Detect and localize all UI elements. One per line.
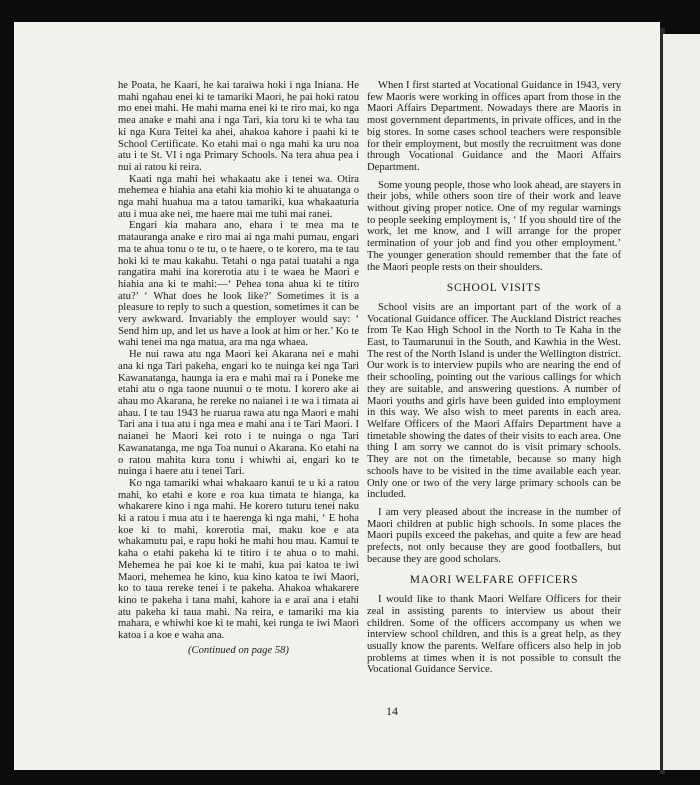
- facing-page-edge: [663, 34, 700, 770]
- paragraph: I would like to thank Maori Welfare Officers for their zeal in assisting parents to interview us about their children. Some of the officers accompany us when we interview school children, and this is a great help, as they usually know the parents. Welfare officers also help in job problems at times when it is not possible to consult the Vocational Guidance Service.: [367, 594, 621, 676]
- paragraph: I am very pleased about the increase in the number of Maori children at public high schools. In some places the Maori pupils exceed the pakehas, and quite a few are head prefects, not only because they are good footballers, but because they are good scholars.: [367, 506, 621, 565]
- paragraph: Ko nga tamariki whai whakaaro kanui te u ki a ratou mahi, ko etahi e kore e roa kua timata te hianga, ka whakarere kino i nga mahi. He korero tuturu tenei naku ki a ratou i mua atu i te haerenga ki nga mahi, ‘ E hoha koe ki to mahi, korerotia mai, maku koe e ata whakamutu pai, e rapu hoki he mahi hou mau. Kamui te kaha o etahi pakeha ki te titiro i te ahua o to mahi. Mehemea he pai koe ki te mahi, kua pai katoa te iwi Maori, mehemea he kino, kua kino katoa te iwi Maori, ko to taua rereke tenei i te pakeha. Ahakoa whakarere kino te pakeha i tana mahi, kahore ia e arai ana i etahi atu pakeha ki taua mahi. Na reira, e tamariki ma kia mahara, e whiwhi koe ki te mahi, kei runga te iwi Maori katoa i a koe e waha ana.: [118, 477, 359, 642]
- section-heading-school-visits: SCHOOL VISITS: [446, 282, 542, 295]
- section-heading-welfare-officers: MAORI WELFARE OFFICERS: [409, 574, 579, 587]
- paragraph: Kaati nga mahi hei whakaatu ake i tenei wa. Otira mehemea e hiahia ana etahi kia mohio ki te ahuatanga o nga mahi huahua ma a tatou tamariki, kua whakaaturia atu i mua ake nei, me haere mai me tuhi mai ranei.: [118, 173, 359, 220]
- right-column: [367, 80, 621, 676]
- continued-note: (Continued on page 58): [188, 644, 289, 656]
- paragraph: When I first started at Vocational Guidance in 1943, very few Maoris were working in offices apart from those in the Maori Affairs Department. Nowadays there are Maoris in most government departments, in private offices, and in the big stores. In some cases school teachers were responsible for their employment, but mostly the recruitment was done through Vocational Guidance and the Maori Affairs Department.: [367, 80, 621, 173]
- page-number: 14: [386, 704, 398, 718]
- paragraph: He nui rawa atu nga Maori kei Akarana nei e mahi ana ki nga Tari pakeha, engari ko te nuinga kei nga Tari Kawanatanga, haunga ia era e mahi mai ra i Poneke me etahi atu o nga taone nuunui o te motu. I korero ake ai ahau mo Akarana, he rereke no naianei i te wa i timata ai ahau. I te tau 1943 he ruarua rawa atu nga Maori e mahi Tari ana i tua atu i nga mea e mahi ana i te Tari Maori. I naianei he Maori kei roto i te nuinga o nga Tari Kawanatanga, me nga Toa nunui o Akarana. Ko etahi na o ratou mahita kura tonu i whiwhi ai, engari ko te nuinga i haere atu i tenei Tari.: [118, 349, 359, 478]
- paragraph: School visits are an important part of the work of a Vocational Guidance officer. The Auckland District reaches from Te Kao High School in the North to Te Kaha in the East, to Taumarunui in the South, and Kawhia in the West. The rest of the North Island is under the Wellington district. Our work is to interview pupils who are nearing the end of their schooling, pointing out the various callings for which they are suitable, and answering questions. A number of Maori youths and girls have been guided into employment in this way. We also wish to meet parents in each area. Welfare Officers of the Maori Affairs Department have a timetable showing the dates of their visits to each area. One thing I am sorry we cannot do is visit primary schools. They are not on the timetable, because so many high schools have to be visited in the time available each year. Only one or two of the very large primary schools can be included.: [367, 301, 621, 501]
- paragraph: Some young people, those who look ahead, are stayers in their jobs, while others soon tire of their work and leave without giving proper notice. One of my regular warnings to people seeking employment is, ‘ If you should tire of the work, let me know, and I will arrange for the proper termination of your job and find you other employment.’ The younger generation should remember that the fate of the Maori people rests on their shoulders.: [367, 179, 621, 273]
- left-column: [118, 80, 359, 656]
- paragraph: he Poata, he Kaari, he kai taraiwa hoki i nga Iniana. He mahi ngahau enei ki te tamariki Maori, he pai hoki ratou mo enei mahi. He mahi mama enei ki te riro mai, ko nga mea anake e mahi ana i nga Tari, kia toru ki te wha tau ki nga Kura Teitei ka ahei, ahakoa kahore i paahi ki te School Certificate. Ko etahi mai o nga mahi ka uru noa atu i te St. VI i nga Primary Schools. Na tera ahua pea i nui ai ratou ki reira.: [118, 80, 359, 173]
- paragraph: Engari kia mahara ano, ehara i te mea ma te matauranga anake e riro mai ai nga mahi pumau, engari ma te ahua tonu o te tu, o te haere, o te korero, ma te tau hoki ki te mau kakahu. Tetahi o nga patai tuatahi a nga rangatira mahi ina korerotia atu i te waea he Maori e hiahia ana ki te mahi:—‘ Pehea tona ahua ki te titiro atu?’ ‘ What does he look like?’ Sometimes it is a pleasure to reply to such a question, sometimes it can be very awkward. Invariably the employer would say: ‘ Send him up, and let us have a look at him or her.’ Ko te wahi tenei ma nga matua, ara ma nga whaea.: [118, 220, 359, 349]
- document-page: [14, 22, 660, 770]
